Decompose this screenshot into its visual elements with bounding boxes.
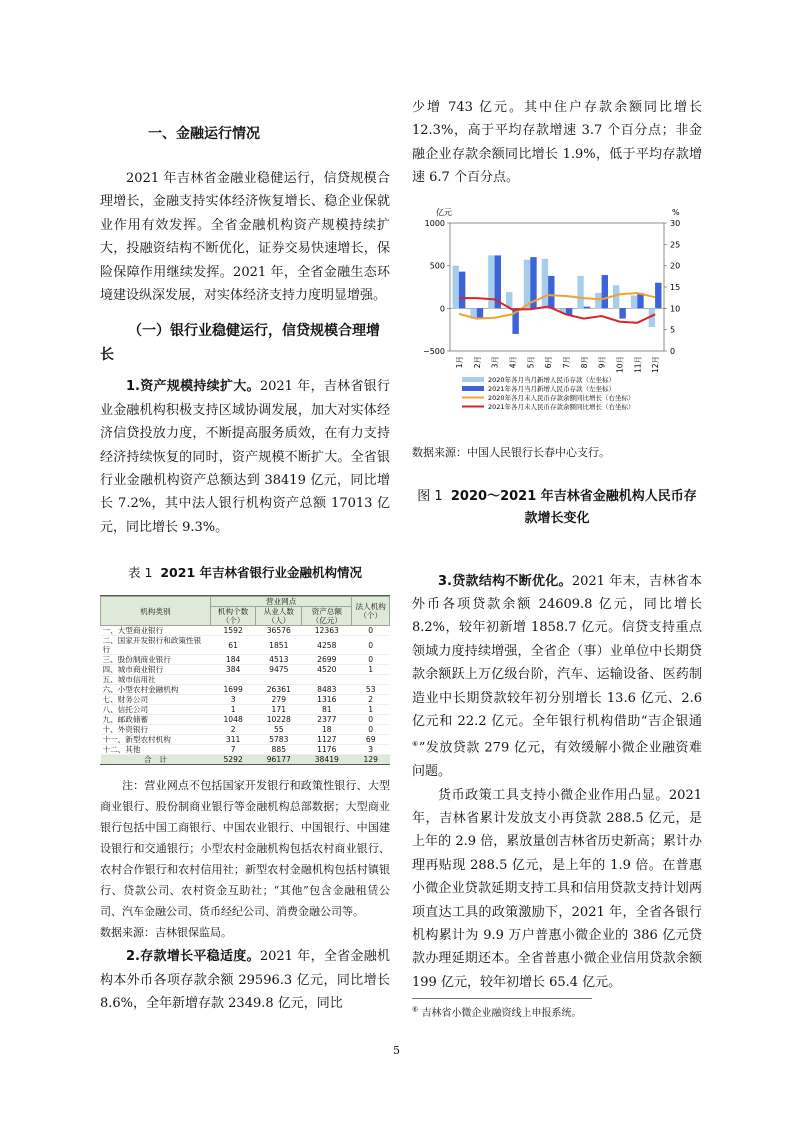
total-legal: 129 <box>352 755 390 765</box>
paragraph-deposits <box>100 945 390 1015</box>
cell-assets: 1176 <box>302 745 352 755</box>
bar-series-1 <box>548 276 554 308</box>
col-legal: 法人机构（个） <box>352 597 390 626</box>
cell-staff: 26361 <box>256 685 302 695</box>
cell-assets: 18 <box>302 725 352 735</box>
table-title: 2021 年吉林省银行业金融机构情况 <box>160 565 363 581</box>
legend-swatch <box>462 386 484 391</box>
loans-lead: 3.贷款结构不断优化。 <box>438 573 572 589</box>
bar-series-0 <box>542 258 548 307</box>
cell-type: 二、国家开发银行和政策性银行 <box>101 636 211 655</box>
cell-legal: 0 <box>352 725 390 735</box>
assets-lead: 1.资产规模持续扩大。 <box>126 379 260 395</box>
bar-series-1 <box>477 308 483 317</box>
bar-series-1 <box>619 308 625 318</box>
footnote <box>412 1004 581 1019</box>
category-label: 9月 <box>597 355 607 368</box>
cell-staff: 36576 <box>256 626 302 636</box>
table-row <box>101 695 390 705</box>
cell-assets: 12363 <box>302 626 352 636</box>
cell-assets: 2699 <box>302 655 352 665</box>
assets-body: 2021 年，吉林省银行业金融机构积极支持区域协调发展，加大对实体经济信贷投放力度，不断提高服务质效，在有力支持经济持续恢复的同时，资产规模不断扩大。全省银行业金融机构资产总额达到 38419 亿元，同比增长 7.2%，其中法人银行机构资产总额 17013 亿元，同比增长 9.3%。 <box>100 379 391 535</box>
paragraph-assets <box>100 375 390 539</box>
category-label: 1月 <box>454 355 464 368</box>
cell-count: 184 <box>210 655 256 665</box>
category-label: 11月 <box>633 355 643 373</box>
left-tick-label: 1000 <box>424 218 445 228</box>
table-row <box>101 715 390 725</box>
cell-count: 61 <box>210 636 256 655</box>
footnote-mark: ⑥ <box>412 1005 419 1014</box>
right-tick-label: 10 <box>670 303 681 313</box>
table-label: 表 1 <box>127 565 153 581</box>
table-row <box>101 725 390 735</box>
left-tick-label: −500 <box>423 346 445 356</box>
cell-legal: 1 <box>352 665 390 675</box>
paragraph-policy-tools: 货币政策工具支持小微企业作用凸显。2021 年，吉林省累计发放支小再贷款 288.5 亿元，是上年的 2.9 倍，累放量创吉林省历史新高；累计办理再贴现 288.5 亿元，是上年的 1.9 倍。在普惠小微企业贷款延期支持工具和信用贷款支持计划两项直达工具的政策激励下，2021 年，全省各银行机构累计为 9.9 万户普惠小微企业的 386 亿元贷款办理延期还本。全省普惠小微企业信用贷款余额 199 亿元，较年初增长 65.4 亿元。 <box>412 787 702 990</box>
cell-count: 1699 <box>210 685 256 695</box>
right-tick-label: 30 <box>670 218 681 228</box>
left-tick-label: 500 <box>429 261 445 271</box>
category-label: 7月 <box>561 355 571 368</box>
category-label: 5月 <box>526 355 536 368</box>
col-type: 机构类别 <box>101 597 211 626</box>
left-column <box>100 95 390 1016</box>
cell-count <box>210 675 256 685</box>
table-row <box>101 705 390 715</box>
cell-type: 十二、其他 <box>101 745 211 755</box>
col-assets: 资产总额（亿元） <box>302 607 352 626</box>
bar-series-1 <box>655 282 661 308</box>
cell-count: 2 <box>210 725 256 735</box>
cell-type: 四、城市商业银行 <box>101 665 211 675</box>
cell-assets: 1316 <box>302 695 352 705</box>
legend-swatch <box>462 377 484 382</box>
bar-series-0 <box>452 265 458 308</box>
table-row <box>101 675 390 685</box>
legend-label: 2021年各月末人民币存款余额同比增长（右坐标） <box>488 402 635 411</box>
bar-series-0 <box>488 255 494 308</box>
table-total-row <box>101 755 390 765</box>
deposit-chart-svg <box>412 198 712 434</box>
loans-body: 2021 年末，吉林省本外币各项贷款余额 24609.8 亿元，同比增长 8.2%，较年初新增 1858.7 亿元。信贷支持重点领域力度持续增强，全省企（事）业单位中长期贷款余额跃上万亿级台阶，汽车、运输设备、医药制造业中长期贷款较年初分别增长 13.6 亿元、2.6 亿元和 22.2 亿元。全年银行机构借助“吉企银通 <box>412 573 703 730</box>
page-number: 5 <box>393 1044 400 1057</box>
section-title: 一、金融运行情况 <box>148 126 260 142</box>
cell-staff: 171 <box>256 705 302 715</box>
table-row <box>101 665 390 675</box>
table-row <box>101 735 390 745</box>
total-assets: 38419 <box>302 755 352 765</box>
table-row <box>101 745 390 755</box>
cell-count: 1048 <box>210 715 256 725</box>
legend-label: 2020年各月末人民币存款余额同比增长（右坐标） <box>488 393 635 402</box>
cell-legal: 0 <box>352 626 390 636</box>
col-count: 机构个数（个） <box>210 607 256 626</box>
total-label: 合 计 <box>101 755 211 765</box>
figure-title: 2020～2021 年吉林省金融机构人民币存款增长变化 <box>450 488 697 526</box>
bar-series-1 <box>584 306 590 308</box>
right-tick-label: 0 <box>670 346 676 356</box>
cell-legal: 69 <box>352 735 390 745</box>
table-caption <box>100 563 390 581</box>
right-tick-label: 25 <box>670 239 681 249</box>
cell-assets: 8483 <box>302 685 352 695</box>
cell-count: 3 <box>210 695 256 705</box>
deposits-lead: 2.存款增长平稳适度。 <box>126 949 260 965</box>
right-column <box>412 96 702 994</box>
cell-staff: 1851 <box>256 636 302 655</box>
category-label: 12月 <box>651 355 661 373</box>
deposits-body: 2021 年，全省金融机构本外币各项存款余额 29596.3 亿元，同比增长 8.6%，全年新增存款 2349.8 亿元，同比 <box>100 949 391 1012</box>
left-axis-unit: 亿元 <box>436 207 452 217</box>
category-label: 3月 <box>490 355 500 368</box>
table-row <box>101 655 390 665</box>
cell-count: 1592 <box>210 626 256 636</box>
paragraph-loans <box>412 570 702 784</box>
right-axis-unit: % <box>672 207 680 217</box>
cell-staff: 10228 <box>256 715 302 725</box>
left-tick-label: 0 <box>439 303 445 313</box>
cell-count: 311 <box>210 735 256 745</box>
cell-type: 五、城市信用社 <box>101 675 211 685</box>
loans-tail: ”发放贷款 279 亿元，有效缓解小微企业融资难问题。 <box>412 740 702 780</box>
table-row <box>101 685 390 695</box>
cell-legal: 2 <box>352 695 390 705</box>
cell-type: 六、小型农村金融机构 <box>101 685 211 695</box>
table-body <box>101 626 390 755</box>
category-label: 2月 <box>472 355 482 368</box>
footnote-rule <box>412 998 592 999</box>
right-tick-label: 5 <box>670 325 676 335</box>
bar-series-0 <box>577 276 583 308</box>
cell-type: 八、信托公司 <box>101 705 211 715</box>
bar-series-0 <box>631 295 637 308</box>
col-group-outlets: 营业网点 <box>210 597 352 607</box>
table-source: 数据来源：吉林银保监局。 <box>100 926 232 940</box>
institutions-table <box>100 596 390 764</box>
bar-series-1 <box>459 271 465 308</box>
cell-assets: 81 <box>302 705 352 715</box>
figure-caption <box>412 486 702 530</box>
right-tick-label: 15 <box>670 282 681 292</box>
cell-legal: 1 <box>352 705 390 715</box>
footnote-ref: ⑥ <box>412 740 419 749</box>
category-label: 8月 <box>579 355 589 368</box>
subsection-title: （一）银行业稳健运行，信贷规模合理增长 <box>100 323 380 364</box>
cell-assets: 1127 <box>302 735 352 745</box>
footnote-text: 吉林省小微企业融资线上申报系统。 <box>421 1008 582 1019</box>
table-row <box>101 636 390 655</box>
cell-legal: 0 <box>352 715 390 725</box>
cell-legal: 53 <box>352 685 390 695</box>
cell-legal: 0 <box>352 655 390 665</box>
cell-type: 一、大型商业银行 <box>101 626 211 636</box>
cell-staff: 4513 <box>256 655 302 665</box>
plot-frame <box>450 223 664 351</box>
cell-staff: 9475 <box>256 665 302 675</box>
bar-series-0 <box>524 259 530 308</box>
bar-series-1 <box>602 275 608 308</box>
cell-count: 384 <box>210 665 256 675</box>
cell-type: 三、股份制商业银行 <box>101 655 211 665</box>
right-tick-label: 20 <box>670 261 681 271</box>
institutions-table-wrap <box>100 595 390 765</box>
cell-type: 十、外资银行 <box>101 725 211 735</box>
table-row <box>101 626 390 636</box>
category-label: 4月 <box>508 355 518 368</box>
legend-label: 2021年各月当月新增人民币存款（左坐标） <box>488 384 616 393</box>
category-label: 10月 <box>615 355 625 373</box>
total-staff: 96177 <box>256 755 302 765</box>
cell-staff: 5783 <box>256 735 302 745</box>
intro-paragraph: 2021 年吉林省金融业稳健运行，信贷规模合理增长，金融支持实体经济恢复增长、稳企业保就业作用有效发挥。全省金融机构资产规模持续扩大，投融资结构不断优化，证券交易快速增长，保险保障作用继续发挥。2021 年，全省金融生态环境建设纵深发展，对实体经济支持力度明显增强。 <box>100 171 390 304</box>
col-staff: 从业人数（人） <box>256 607 302 626</box>
legend-label: 2020年各月当月新增人民币存款（左坐标） <box>488 375 616 384</box>
cell-legal <box>352 675 390 685</box>
bar-series-0 <box>595 293 601 308</box>
cell-staff: 55 <box>256 725 302 735</box>
cell-assets: 2377 <box>302 715 352 725</box>
cell-type: 十一、新型农村机构 <box>101 735 211 745</box>
cell-legal: 3 <box>352 745 390 755</box>
category-label: 6月 <box>544 355 554 368</box>
chart-source: 数据来源：中国人民银行长春中心支行。 <box>412 445 610 459</box>
cell-staff: 885 <box>256 745 302 755</box>
cell-assets: 4258 <box>302 636 352 655</box>
cell-staff: 279 <box>256 695 302 705</box>
cell-assets <box>302 675 352 685</box>
cell-count: 1 <box>210 705 256 715</box>
figure-label: 图 1 <box>417 488 443 504</box>
cell-type: 九、邮政储蓄 <box>101 715 211 725</box>
deposits-continued: 少增 743 亿元。其中住户存款余额同比增长 12.3%，高于平均存款增速 3.7 个百分点；非金融企业存款余额同比增长 1.9%，低于平均存款增速 6.7 个百分点。 <box>412 100 702 186</box>
cell-staff <box>256 675 302 685</box>
table-note: 注：营业网点不包括国家开发银行和政策性银行、大型商业银行、股份制商业银行等金融机构总部数据；大型商业银行包括中国工商银行、中国农业银行、中国银行、中国建设银行和交通银行；小型农村金融机构包括农村商业银行、农村合作银行和农村信用社；新型农村金融机构包括村镇银行、贷款公司、农村资金互助社；“其他”包含金融租赁公司、汽车金融公司、货币经纪公司、消费金融公司等。 <box>100 779 390 919</box>
deposit-chart <box>412 198 712 438</box>
cell-legal: 0 <box>352 636 390 655</box>
cell-assets: 4520 <box>302 665 352 675</box>
total-count: 5292 <box>210 755 256 765</box>
cell-type: 七、财务公司 <box>101 695 211 705</box>
cell-count: 7 <box>210 745 256 755</box>
